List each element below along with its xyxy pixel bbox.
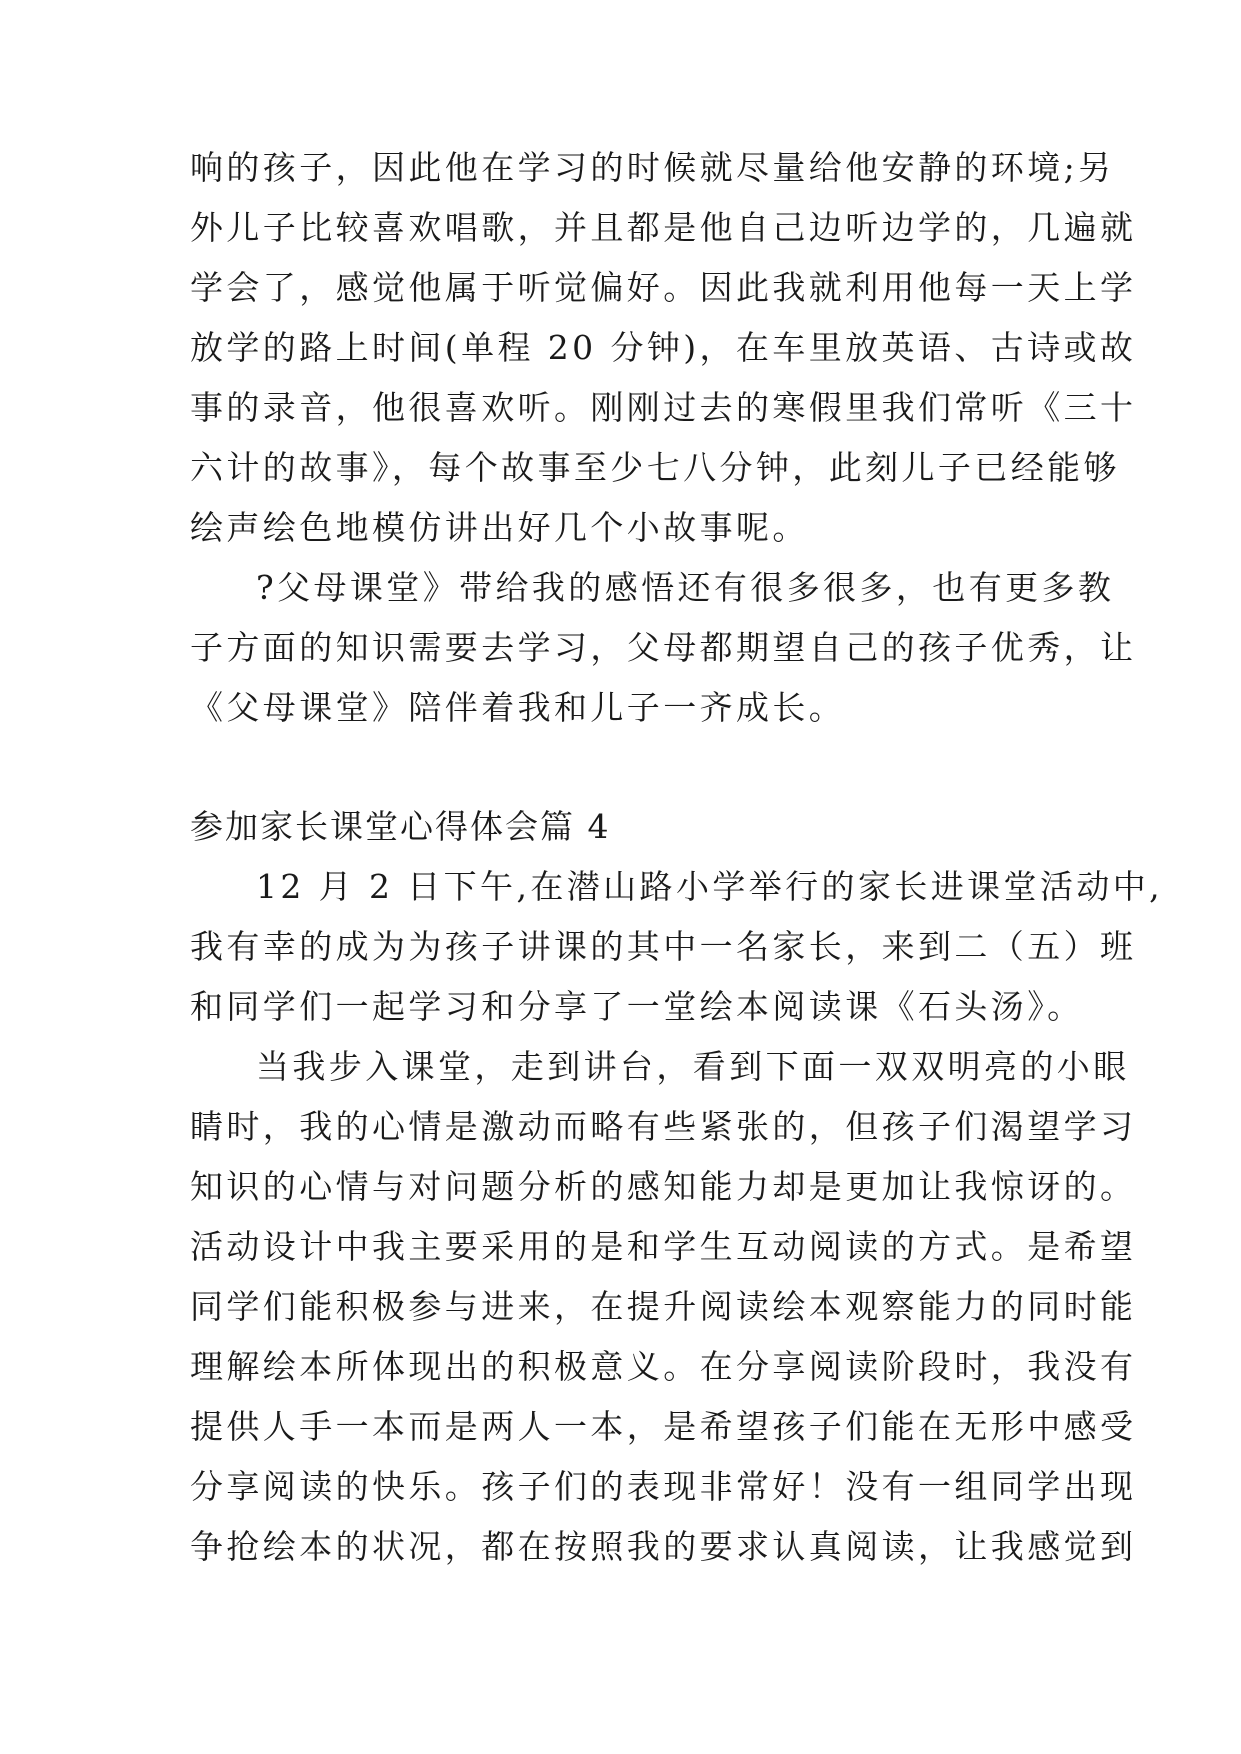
section-heading: 参加家长课堂心得体会篇 4 [190,807,611,846]
paragraph-line: 《父母课堂》陪伴着我和儿子一齐成长。 [190,688,846,727]
paragraph-line: 放学的路上时间(单程 20 分钟)，在车里放英语、古诗或故 [190,328,1137,367]
paragraph-line: 同学们能积极参与进来，在提升阅读绘本观察能力的同时能 [190,1287,1137,1326]
paragraph-line: 六计的故事》，每个故事至少七八分钟，此刻儿子已经能够 [190,448,1120,487]
paragraph-line: 提供人手一本而是两人一本，是希望孩子们能在无形中感受 [190,1407,1137,1446]
paragraph-line: ?父母课堂》带给我的感悟还有很多很多，也有更多教 [256,568,1115,607]
paragraph-line: 理解绘本所体现出的积极意义。在分享阅读阶段时，我没有 [190,1347,1137,1386]
paragraph-line: 子方面的知识需要去学习，父母都期望自己的孩子优秀，让 [190,628,1137,667]
paragraph-line: 事的录音，他很喜欢听。刚刚过去的寒假里我们常听《三十 [190,388,1137,427]
paragraph-line: 响的孩子，因此他在学习的时候就尽量给他安静的环境;另 [190,148,1115,187]
paragraph-line: 争抢绘本的状况，都在按照我的要求认真阅读，让我感觉到 [190,1527,1137,1566]
paragraph-line: 分享阅读的快乐。孩子们的表现非常好！没有一组同学出现 [190,1467,1137,1506]
paragraph-line: 绘声绘色地模仿讲出好几个小故事呢。 [190,508,809,547]
paragraph-line: 睛时，我的心情是激动而略有些紧张的，但孩子们渴望学习 [190,1107,1137,1146]
paragraph-line: 当我步入课堂，走到讲台，看到下面一双双明亮的小眼 [256,1047,1130,1086]
paragraph-line: 和同学们一起学习和分享了一堂绘本阅读课《石头汤》。 [190,987,1084,1026]
paragraph-line: 学会了，感觉他属于听觉偏好。因此我就利用他每一天上学 [190,268,1137,307]
paragraph-line: 活动设计中我主要采用的是和学生互动阅读的方式。是希望 [190,1227,1137,1266]
paragraph-line: 12 月 2 日下午,在潜山路小学举行的家长进课堂活动中, [256,867,1164,906]
paragraph-line: 知识的心情与对问题分析的感知能力却是更加让我惊讶的。 [190,1167,1137,1206]
paragraph-line: 外儿子比较喜欢唱歌，并且都是他自己边听边学的，几遍就 [190,208,1137,247]
paragraph-line: 我有幸的成为为孩子讲课的其中一名家长，来到二（五）班 [190,927,1137,966]
